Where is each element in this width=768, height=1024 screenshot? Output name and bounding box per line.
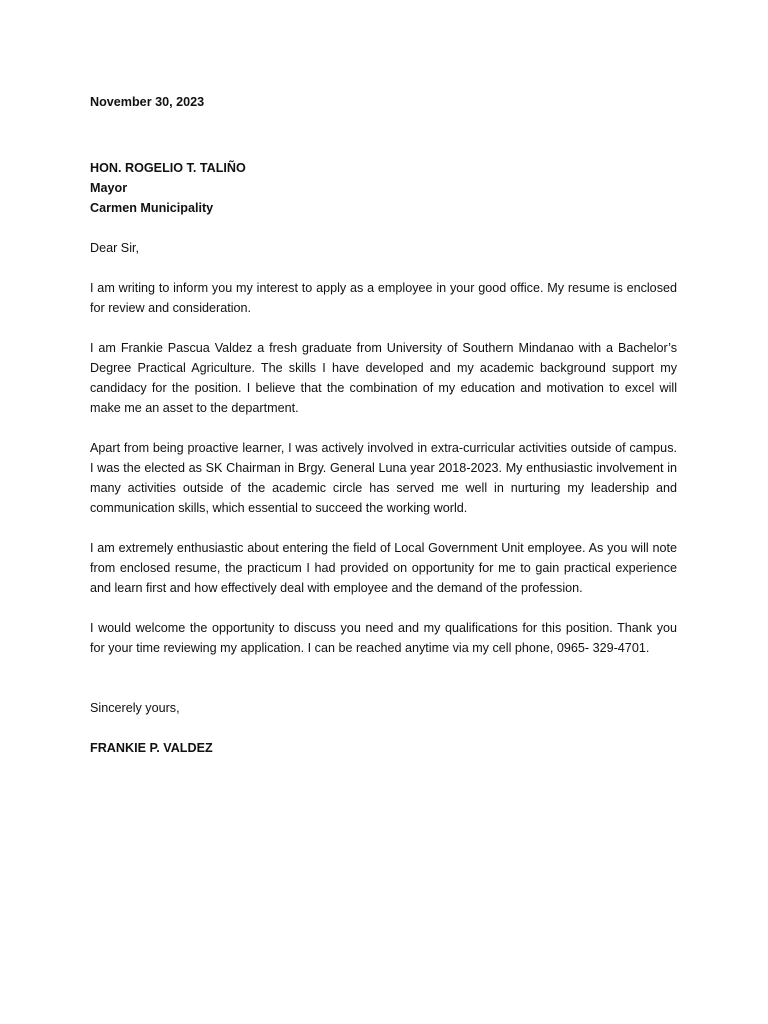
body-paragraph: I would welcome the opportunity to discuss you need and my qualifications for this position. Thank you for your time reviewing my application. I can be reached anytime via my cell phone, 0965- 329-4701. xyxy=(90,621,677,655)
recipient-block xyxy=(90,158,677,218)
body-paragraph: I am writing to inform you my interest to apply as a employee in your good office. My resume is enclosed for review and consideration. xyxy=(90,281,677,315)
recipient-position: Mayor xyxy=(90,181,128,195)
recipient-office: Carmen Municipality xyxy=(90,201,214,215)
closing: Sincerely yours, xyxy=(90,701,180,715)
body-paragraph: I am extremely enthusiastic about entering the field of Local Government Unit employee. As you will note from enclosed resume, the practicum I had provided on opportunity for me to gain practical experience and learn first and how effectively deal with employee and the demand of the profession. xyxy=(90,541,677,595)
body-paragraph: Apart from being proactive learner, I was actively involved in extra-curricular activities outside of campus. I was the elected as SK Chairman in Brgy. General Luna year 2018-2023. My enthusiastic involvement in many activities outside of the academic circle has served me well in nurturing my leadership and communication skills, which essential to succeed the working world. xyxy=(90,441,677,515)
signature-name: FRANKIE P. VALDEZ xyxy=(90,741,213,755)
body-paragraph: I am Frankie Pascua Valdez a fresh graduate from University of Southern Mindanao with a Bachelor’s Degree Practical Agriculture. The skills I have developed and my academic background support my candidacy for the position. I believe that the combination of my education and motivation to excel will make me an asset to the department. xyxy=(90,341,677,415)
recipient-name: HON. ROGELIO T. TALIÑO xyxy=(90,161,246,175)
salutation: Dear Sir, xyxy=(90,241,139,255)
letter-date: November 30, 2023 xyxy=(90,95,205,109)
